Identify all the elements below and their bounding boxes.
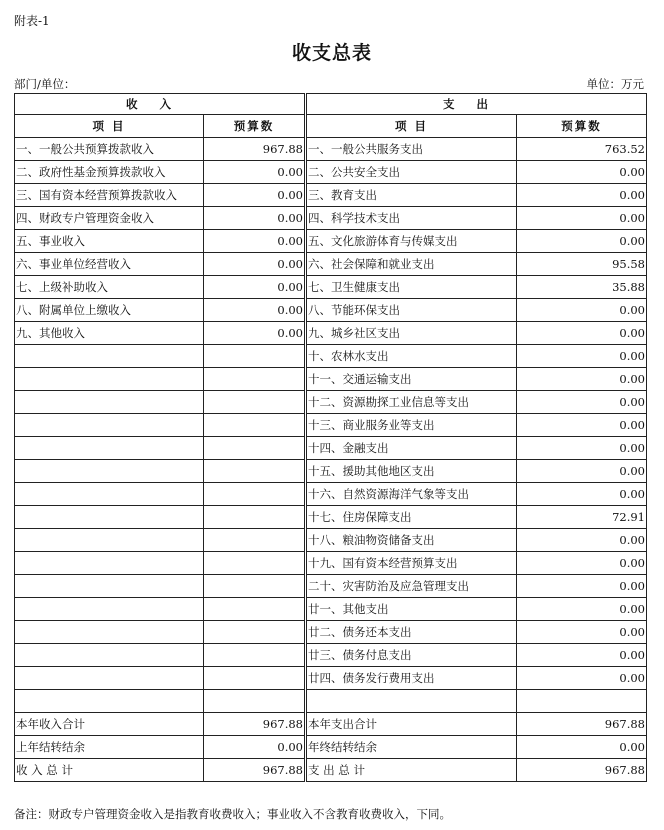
table-row	[15, 644, 647, 667]
income-item-cell	[15, 414, 204, 437]
expense-item-cell: 十九、国有资本经营预算支出	[307, 552, 517, 575]
table-row	[15, 322, 647, 345]
income-budget-cell: 0.00	[204, 253, 305, 276]
table-row	[15, 345, 647, 368]
expense-item-column-header: 项 目	[307, 115, 517, 138]
income-item-cell: 五、事业收入	[15, 230, 204, 253]
expense-item-cell: 廿二、债务还本支出	[307, 621, 517, 644]
expense-item-cell: 七、卫生健康支出	[307, 276, 517, 299]
income-item-cell	[15, 621, 204, 644]
table-row	[15, 506, 647, 529]
income-item-cell	[15, 368, 204, 391]
expense-budget-column-header: 预算数	[517, 115, 647, 138]
expense-item-cell	[307, 690, 517, 713]
table-row	[15, 759, 647, 782]
table-row	[15, 529, 647, 552]
expense-budget-cell: 0.00	[517, 667, 647, 690]
expense-item-cell: 八、节能环保支出	[307, 299, 517, 322]
income-budget-cell	[204, 644, 305, 667]
income-budget-cell	[204, 368, 305, 391]
table-subheader-row	[15, 115, 647, 138]
attachment-label: 附表-1	[14, 14, 50, 28]
expense-item-cell: 十三、商业服务业等支出	[307, 414, 517, 437]
expense-budget-cell: 0.00	[517, 483, 647, 506]
expense-budget-cell: 763.52	[517, 138, 647, 161]
income-budget-cell: 967.88	[204, 759, 305, 782]
table-header-row	[15, 94, 647, 115]
table-row	[15, 138, 647, 161]
expense-budget-cell: 0.00	[517, 230, 647, 253]
table-row	[15, 368, 647, 391]
income-budget-cell	[204, 391, 305, 414]
expense-budget-cell: 0.00	[517, 552, 647, 575]
income-item-cell	[15, 460, 204, 483]
income-item-cell	[15, 667, 204, 690]
expense-budget-cell: 0.00	[517, 184, 647, 207]
table-row	[15, 391, 647, 414]
income-item-cell	[15, 690, 204, 713]
income-budget-cell	[204, 667, 305, 690]
income-item-cell: 三、国有资本经营预算拨款收入	[15, 184, 204, 207]
income-budget-cell	[204, 529, 305, 552]
income-budget-cell: 967.88	[204, 138, 305, 161]
expense-budget-cell	[517, 690, 647, 713]
income-item-cell: 收 入 总 计	[15, 759, 204, 782]
table-row	[15, 161, 647, 184]
expense-item-cell: 十二、资源勘探工业信息等支出	[307, 391, 517, 414]
table-row	[15, 299, 647, 322]
table-row	[15, 253, 647, 276]
footnote: 备注：财政专户管理资金收入是指教育收费收入；事业收入不含教育收费收入，下同。	[14, 807, 451, 821]
income-item-cell	[15, 644, 204, 667]
income-item-cell	[15, 437, 204, 460]
expense-budget-cell: 967.88	[517, 759, 647, 782]
income-item-cell: 本年收入合计	[15, 713, 204, 736]
income-item-cell	[15, 391, 204, 414]
income-item-cell: 七、上级补助收入	[15, 276, 204, 299]
expense-budget-cell: 0.00	[517, 414, 647, 437]
table-row	[15, 598, 647, 621]
expense-item-cell: 二、公共安全支出	[307, 161, 517, 184]
income-budget-cell	[204, 598, 305, 621]
expense-item-cell: 一、一般公共服务支出	[307, 138, 517, 161]
income-item-cell: 上年结转结余	[15, 736, 204, 759]
expense-budget-cell: 0.00	[517, 345, 647, 368]
table-row	[15, 690, 647, 713]
expense-budget-cell: 72.91	[517, 506, 647, 529]
expense-budget-cell: 0.00	[517, 529, 647, 552]
income-item-cell	[15, 529, 204, 552]
income-budget-cell	[204, 483, 305, 506]
income-item-cell	[15, 483, 204, 506]
table-row	[15, 414, 647, 437]
table-row	[15, 437, 647, 460]
income-budget-cell: 0.00	[204, 322, 305, 345]
expense-budget-cell: 35.88	[517, 276, 647, 299]
table-row	[15, 460, 647, 483]
income-item-cell: 八、附属单位上缴收入	[15, 299, 204, 322]
expense-header: 支出	[307, 94, 647, 115]
expense-budget-cell: 0.00	[517, 598, 647, 621]
income-budget-cell	[204, 506, 305, 529]
income-header: 收入	[15, 94, 305, 115]
expense-item-cell: 十、农林水支出	[307, 345, 517, 368]
table-row	[15, 230, 647, 253]
income-budget-cell	[204, 414, 305, 437]
income-budget-cell	[204, 460, 305, 483]
budget-summary-table	[14, 93, 647, 782]
expense-budget-cell: 0.00	[517, 460, 647, 483]
income-budget-cell: 0.00	[204, 276, 305, 299]
expense-item-cell: 十四、金融支出	[307, 437, 517, 460]
table-row	[15, 207, 647, 230]
expense-item-cell: 十七、住房保障支出	[307, 506, 517, 529]
table-row	[15, 713, 647, 736]
income-budget-cell: 0.00	[204, 736, 305, 759]
page-title: 收支总表	[291, 42, 372, 64]
expense-budget-cell: 0.00	[517, 437, 647, 460]
income-item-cell	[15, 345, 204, 368]
expense-item-cell: 廿一、其他支出	[307, 598, 517, 621]
expense-item-cell: 二十、灾害防治及应急管理支出	[307, 575, 517, 598]
income-item-cell	[15, 506, 204, 529]
table-row	[15, 552, 647, 575]
income-item-column-header: 项 目	[15, 115, 204, 138]
table-row	[15, 575, 647, 598]
unit-label: 单位：万元	[586, 77, 644, 91]
income-item-cell	[15, 552, 204, 575]
income-budget-cell	[204, 437, 305, 460]
income-budget-cell: 0.00	[204, 230, 305, 253]
income-budget-cell: 0.00	[204, 161, 305, 184]
table-row	[15, 736, 647, 759]
income-item-cell: 二、政府性基金预算拨款收入	[15, 161, 204, 184]
expense-item-cell: 四、科学技术支出	[307, 207, 517, 230]
table-row	[15, 184, 647, 207]
income-item-cell: 一、一般公共预算拨款收入	[15, 138, 204, 161]
expense-budget-cell: 95.58	[517, 253, 647, 276]
income-item-cell: 六、事业单位经营收入	[15, 253, 204, 276]
table-row	[15, 621, 647, 644]
income-item-cell	[15, 598, 204, 621]
expense-item-cell: 三、教育支出	[307, 184, 517, 207]
expense-budget-cell: 0.00	[517, 644, 647, 667]
income-budget-cell	[204, 345, 305, 368]
expense-item-cell: 年终结转结余	[307, 736, 517, 759]
expense-budget-cell: 0.00	[517, 368, 647, 391]
income-budget-cell: 0.00	[204, 299, 305, 322]
income-item-cell: 四、财政专户管理资金收入	[15, 207, 204, 230]
expense-budget-cell: 0.00	[517, 161, 647, 184]
expense-budget-cell: 0.00	[517, 299, 647, 322]
income-budget-cell	[204, 552, 305, 575]
table-row	[15, 276, 647, 299]
expense-item-cell: 廿四、债务发行费用支出	[307, 667, 517, 690]
expense-budget-cell: 0.00	[517, 575, 647, 598]
expense-budget-cell: 0.00	[517, 322, 647, 345]
expense-item-cell: 支 出 总 计	[307, 759, 517, 782]
income-budget-column-header: 预算数	[204, 115, 305, 138]
income-budget-cell: 0.00	[204, 184, 305, 207]
expense-item-cell: 六、社会保障和就业支出	[307, 253, 517, 276]
expense-budget-cell: 0.00	[517, 621, 647, 644]
income-item-cell: 九、其他收入	[15, 322, 204, 345]
expense-budget-cell: 0.00	[517, 207, 647, 230]
income-budget-cell	[204, 690, 305, 713]
expense-item-cell: 十五、援助其他地区支出	[307, 460, 517, 483]
expense-item-cell: 廿三、债务付息支出	[307, 644, 517, 667]
income-item-cell	[15, 575, 204, 598]
income-budget-cell	[204, 621, 305, 644]
expense-budget-cell: 0.00	[517, 391, 647, 414]
income-budget-cell	[204, 575, 305, 598]
table-row	[15, 667, 647, 690]
expense-item-cell: 十八、粮油物资储备支出	[307, 529, 517, 552]
expense-budget-cell: 967.88	[517, 713, 647, 736]
expense-item-cell: 本年支出合计	[307, 713, 517, 736]
expense-item-cell: 十六、自然资源海洋气象等支出	[307, 483, 517, 506]
expense-item-cell: 五、文化旅游体育与传媒支出	[307, 230, 517, 253]
expense-item-cell: 九、城乡社区支出	[307, 322, 517, 345]
income-budget-cell: 0.00	[204, 207, 305, 230]
department-label: 部门/单位：	[14, 77, 76, 91]
table-row	[15, 483, 647, 506]
income-budget-cell: 967.88	[204, 713, 305, 736]
expense-budget-cell: 0.00	[517, 736, 647, 759]
expense-item-cell: 十一、交通运输支出	[307, 368, 517, 391]
